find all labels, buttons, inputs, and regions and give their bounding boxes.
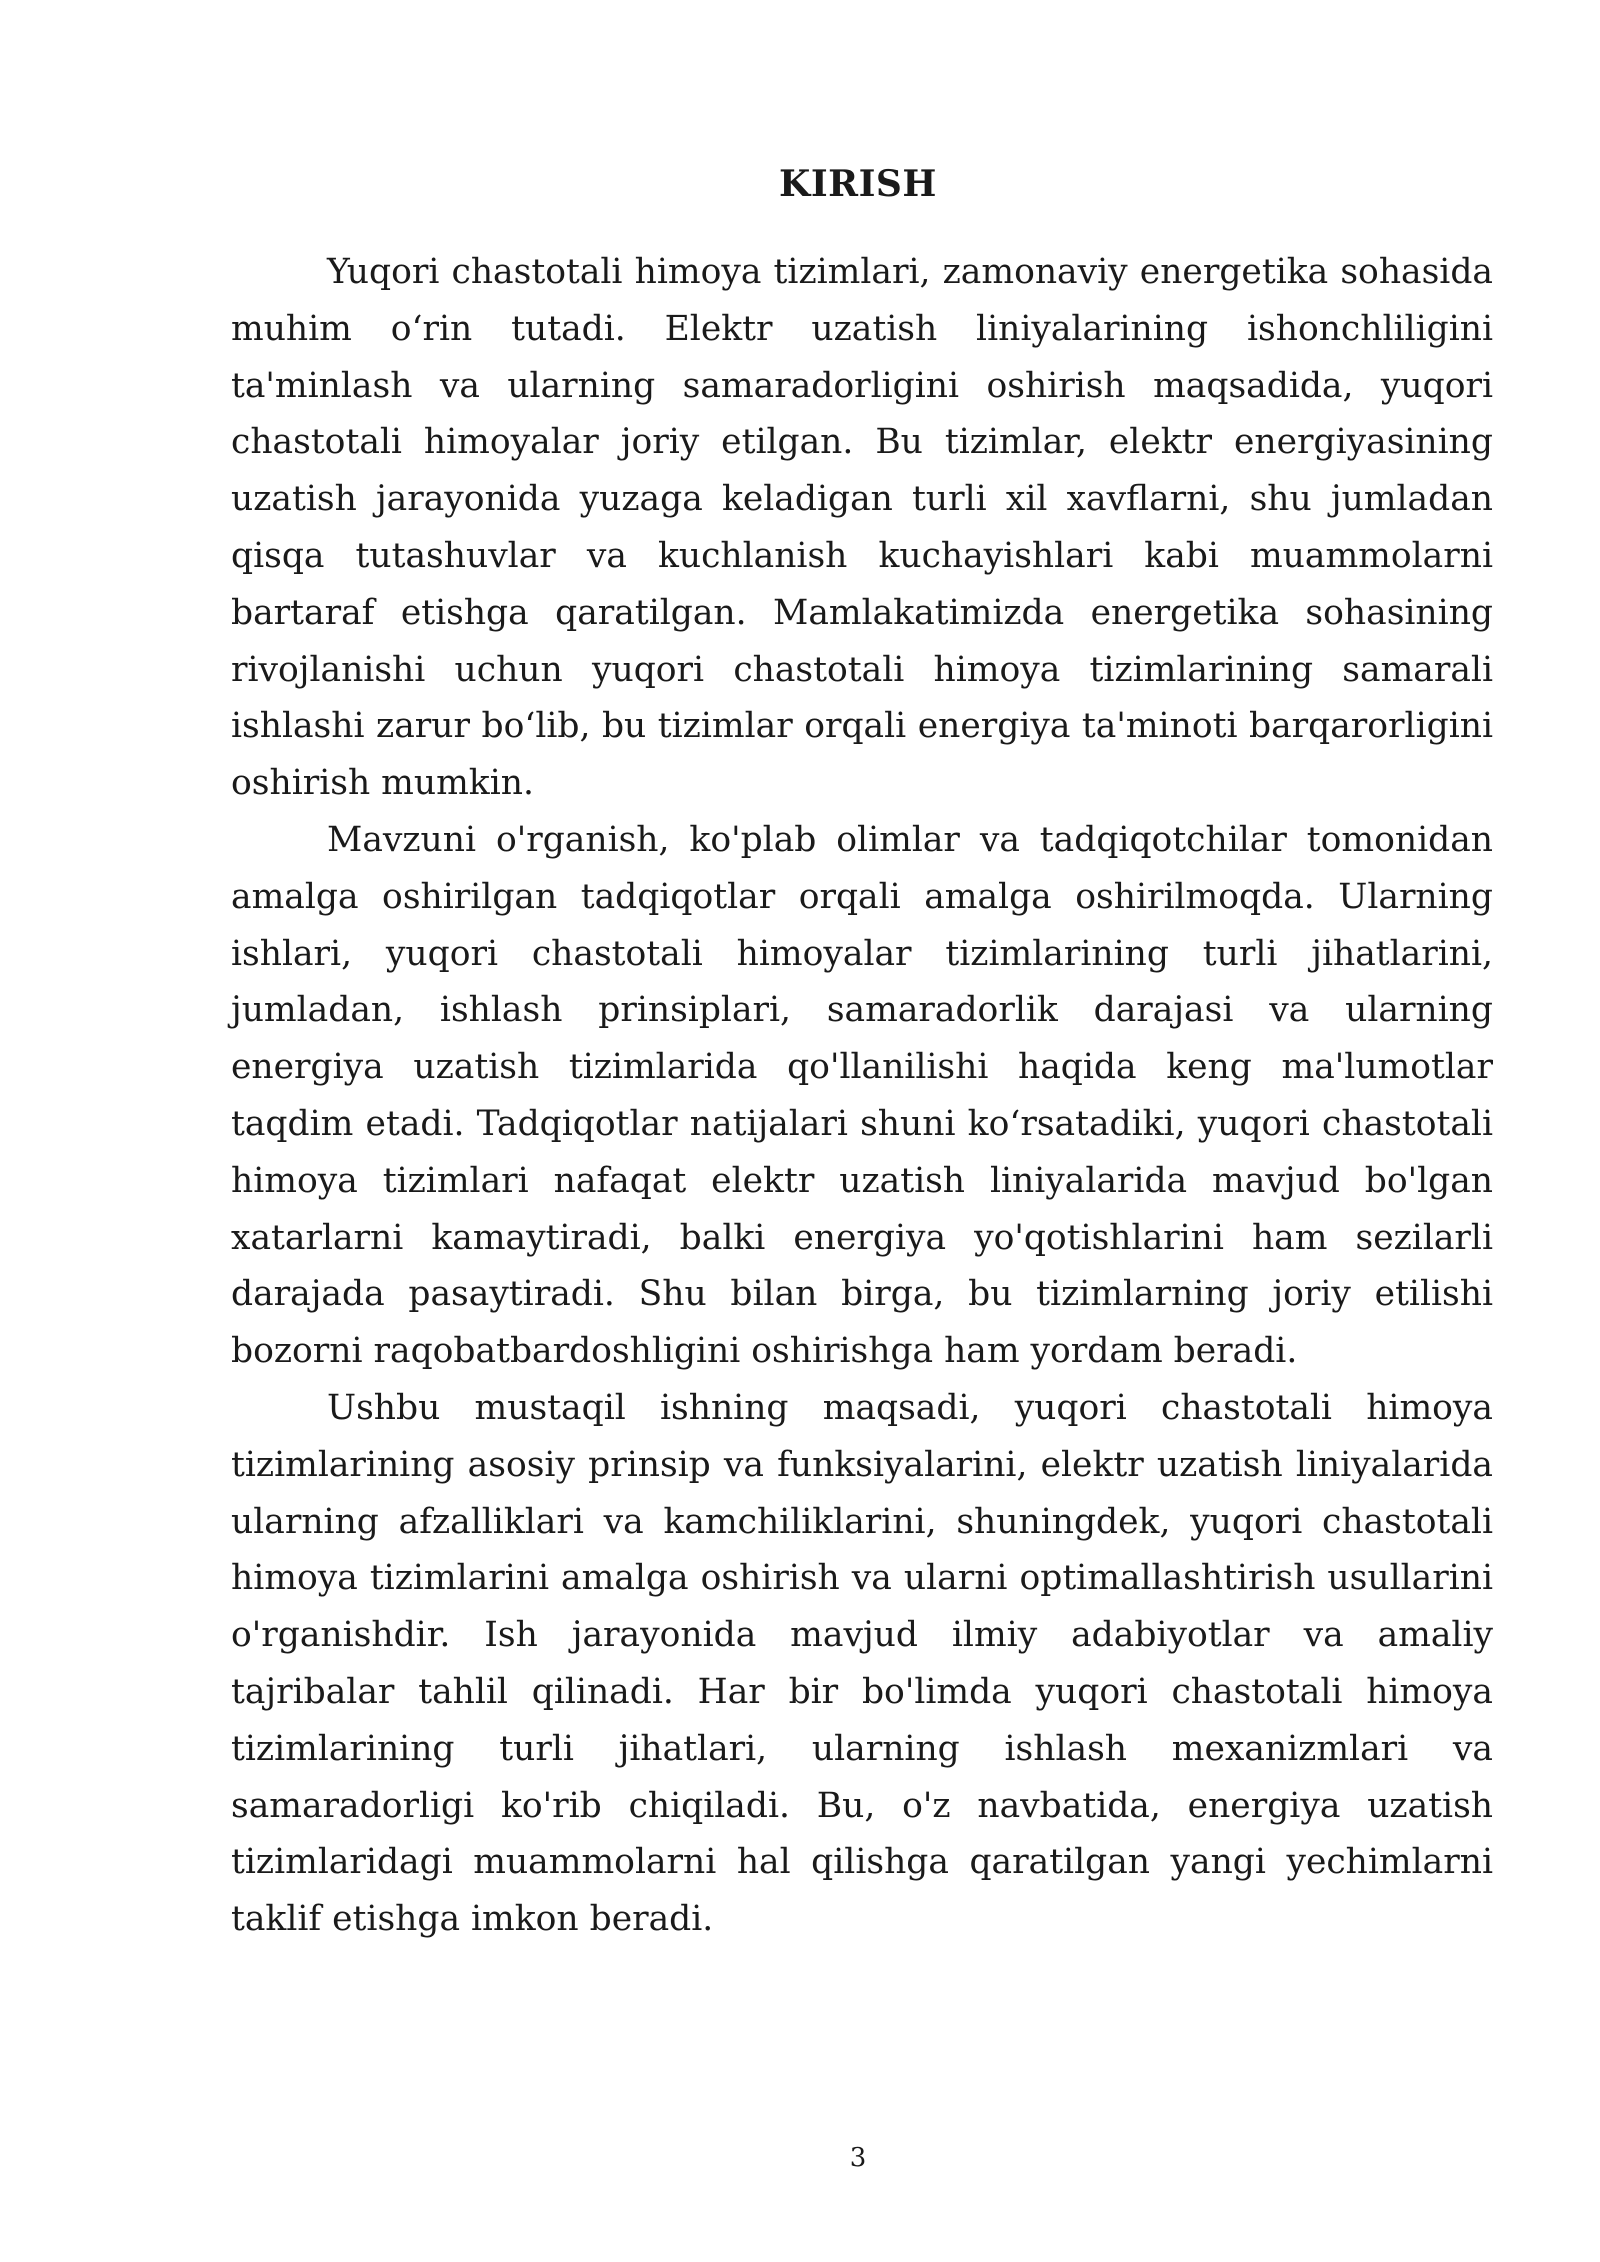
paragraph-1: Yuqori chastotali himoya tizimlari, zamonaviy energetika sohasida muhim o‘rin tutadi. Elektr uzatish liniyalarining ishonchliligini ta'minlash va ularning samaradorligini oshirish maqsadida, yuqori chastotali himoyalar joriy etilgan. Bu tizimlar, elektr energiyasining uzatish jarayonida yuzaga keladigan turli xil xavflarni, shu jumladan qisqa tutashuvlar va kuchlanish kuchayishlari kabi muammolarni bartaraf etishga qaratilgan. Mamlakatimizda energetika sohasining rivojlanishi uchun yuqori chastotali himoya tizimlarining samarali ishlashi zarur bo‘lib, bu tizimlar orqali energiya ta'minoti barqarorligini oshirish mumkin. — [231, 252, 1493, 804]
page-title: KIRISH — [779, 163, 937, 205]
paragraph-3: Ushbu mustaqil ishning maqsadi, yuqori chastotali himoya tizimlarining asosiy prinsip va funksiyalarini, elektr uzatish liniyalarida ularning afzalliklari va kamchiliklarini, shuningdek, yuqori chastotali himoya tizimlarini amalga oshirish va ularni optimallashtirish usullarini o'rganishdir. Ish jarayonida mavjud ilmiy adabiyotlar va amaliy tajribalar tahlil qilinadi. Har bir bo'limda yuqori chastotali himoya tizimlarining turli jihatlari, ularning ishlash mexanizmlari va samaradorligi ko'rib chiqiladi. Bu, o'z navbatida, energiya uzatish tizimlaridagi muammolarni hal qilishga qaratilgan yangi yechimlarni taklif etishga imkon beradi. — [231, 1387, 1493, 1940]
body-text — [231, 244, 1493, 1948]
paragraph-2: Mavzuni o'rganish, ko'plab olimlar va tadqiqotchilar tomonidan amalga oshirilgan tadqiqotlar orqali amalga oshirilmoqda. Ularning ishlari, yuqori chastotali himoyalar tizimlarining turli jihatlarini, jumladan, ishlash prinsiplari, samaradorlik darajasi va ularning energiya uzatish tizimlarida qo'llanilishi haqida keng ma'lumotlar taqdim etadi. Tadqiqotlar natijalari shuni ko‘rsatadiki, yuqori chastotali himoya tizimlari nafaqat elektr uzatish liniyalarida mavjud bo'lgan xatarlarni kamaytiradi, balki energiya yo'qotishlarini ham sezilarli darajada pasaytiradi. Shu bilan birga, bu tizimlarning joriy etilishi bozorni raqobatbardoshligini oshirishga ham yordam beradi. — [231, 819, 1493, 1372]
page-number: 3 — [849, 2143, 867, 2173]
